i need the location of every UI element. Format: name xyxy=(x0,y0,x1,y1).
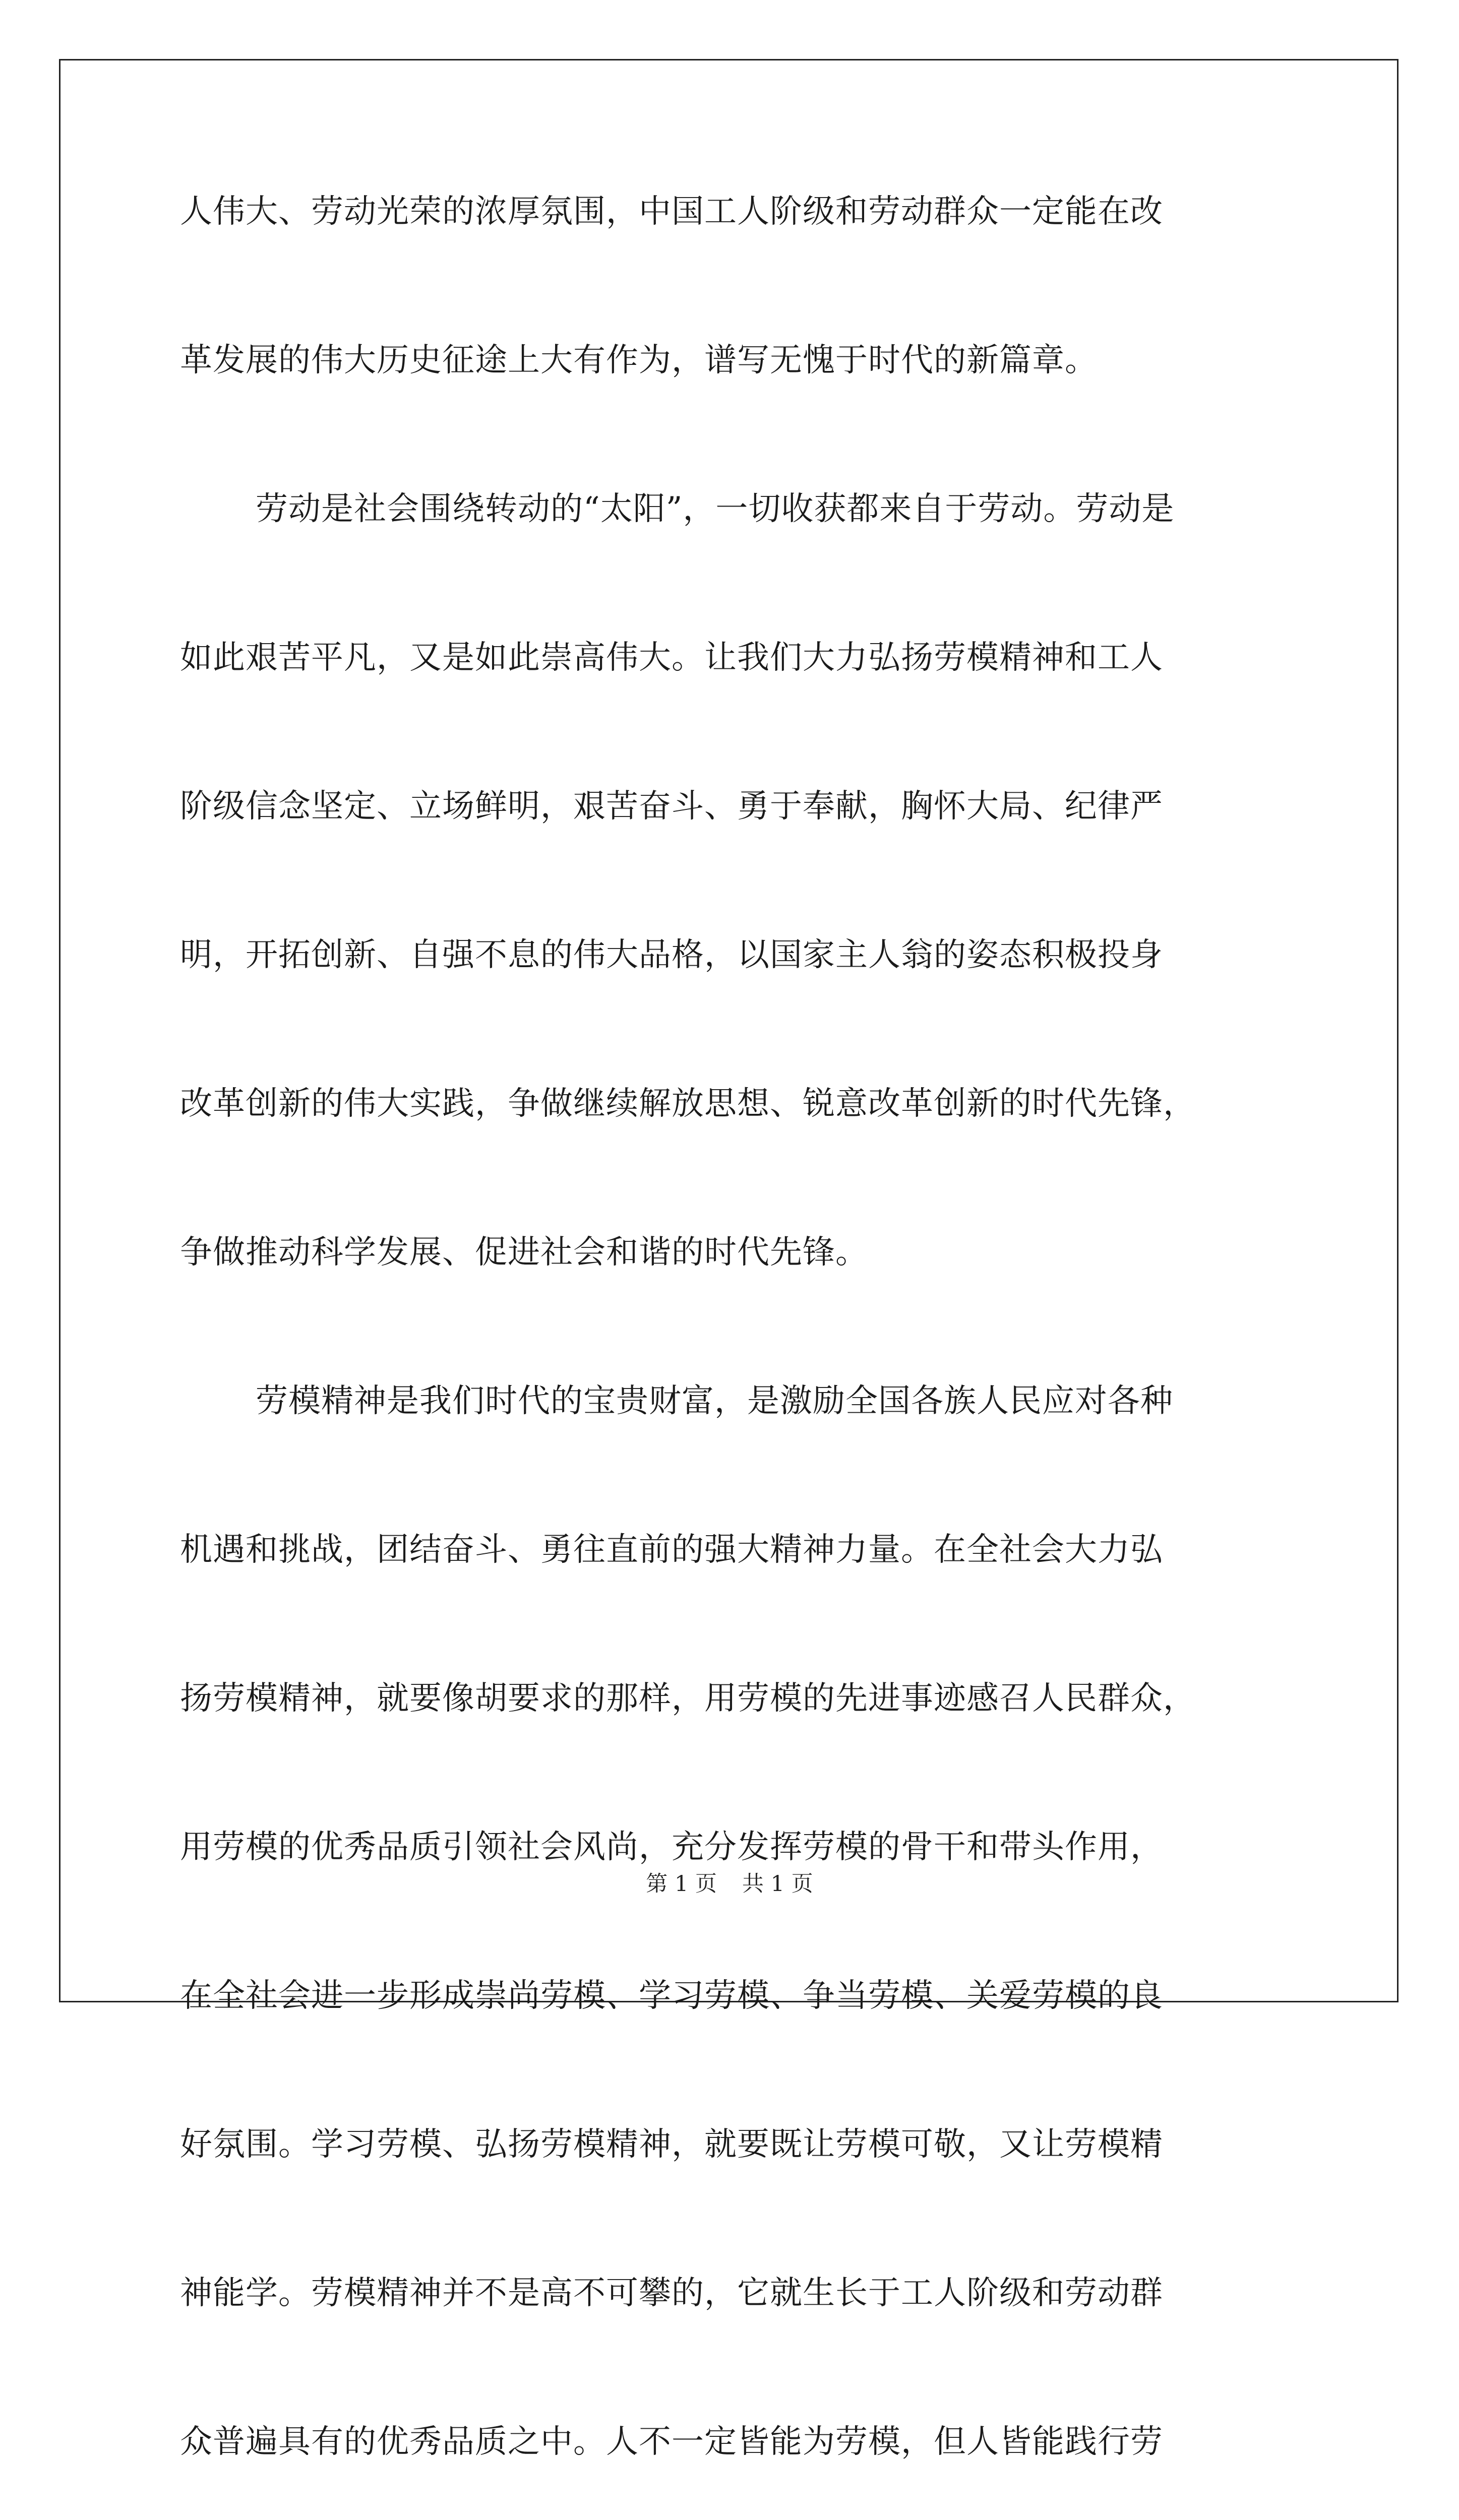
page-number: 第 1 页 xyxy=(646,1871,717,1897)
text-line: 好氛围。学习劳模、弘扬劳模精神，就要既让劳模可敬，又让劳模精 xyxy=(180,2126,1163,2163)
page-total: 共 1 页 xyxy=(742,1871,813,1897)
text-line: 用劳模的优秀品质引领社会风尚，充分发挥劳模的骨干和带头作用， xyxy=(180,1829,1163,1866)
text-line: 改革创新的伟大实践，争做继续解放思想、锐意改革创新的时代先锋， xyxy=(180,1085,1196,1122)
text-line: 人伟大、劳动光荣的浓厚氛围，中国工人阶级和劳动群众一定能在改 xyxy=(180,193,1163,230)
text-line: 在全社会进一步形成崇尚劳模、学习劳模、争当劳模、关爱劳模的良 xyxy=(180,1977,1163,2014)
text-line: 革发展的伟大历史征途上大有作为，谱写无愧于时代的新篇章。 xyxy=(180,342,1098,379)
text-line: 扬劳模精神，就要像胡要求的那样，用劳模的先进事迹感召人民群众， xyxy=(180,1680,1196,1717)
document-body xyxy=(180,193,1284,2520)
text-line: 阶级信念坚定、立场鲜明，艰苦奋斗、勇于奉献，胸怀大局、纪律严 xyxy=(180,788,1163,825)
text-line: 众普遍具有的优秀品质之中。人不一定皆能为劳模，但人皆能践行劳 xyxy=(180,2423,1163,2461)
text-line: 神能学。劳模精神并不是高不可攀的，它就生长于工人阶级和劳动群 xyxy=(180,2275,1163,2312)
text-line: 劳动是社会围绕转动的“太阳”，一切收获都来自于劳动。劳动是 xyxy=(256,490,1175,528)
text-line: 明，开拓创新、自强不息的伟大品格，以国家主人翁的姿态积极投身 xyxy=(180,936,1163,974)
text-line: 机遇和挑战，团结奋斗、勇往直前的强大精神力量。在全社会大力弘 xyxy=(180,1531,1163,1568)
text-line: 劳模精神是我们时代的宝贵财富，是激励全国各族人民应对各种 xyxy=(256,1382,1173,1420)
text-line: 如此艰苦平凡，又是如此崇高伟大。让我们大力弘扬劳模精神和工人 xyxy=(180,639,1163,676)
page-footer xyxy=(0,1873,1459,1895)
text-line: 争做推动科学发展、促进社会和谐的时代先锋。 xyxy=(180,1234,868,1271)
